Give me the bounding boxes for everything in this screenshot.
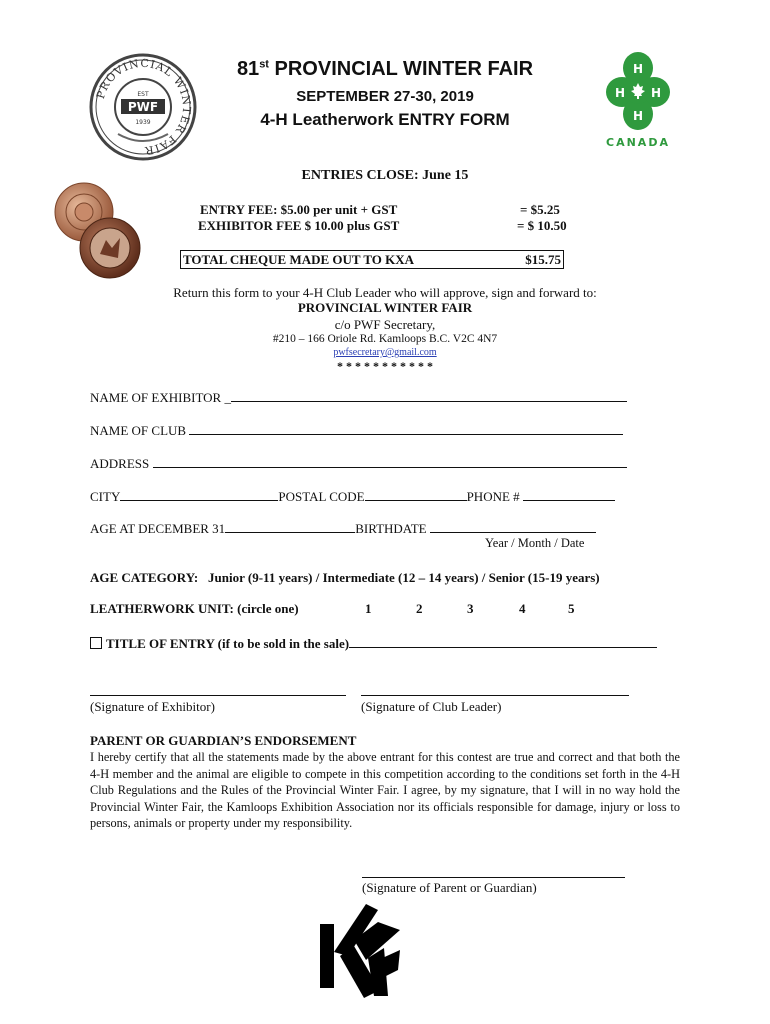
exhibitor-name-row: [90, 388, 627, 406]
exhibitor-name-label: NAME OF EXHIBITOR _: [90, 390, 231, 405]
unit-option-1[interactable]: 1: [365, 601, 372, 616]
exhibitor-signature-line[interactable]: [90, 695, 346, 696]
unit-option-5[interactable]: 5: [568, 601, 575, 616]
pwf-ring-text: PROVINCIAL WINTER FAIR: [93, 56, 194, 158]
address-label: ADDRESS: [90, 456, 150, 471]
return-instruction: Return this form to your 4-H Club Leader who will approve, sign and forward to:: [173, 285, 597, 300]
entry-fee-value: = $5.25: [520, 202, 560, 217]
exhibitor-name-field[interactable]: [231, 388, 627, 402]
age-category-label: AGE CATEGORY:: [90, 570, 199, 585]
title-of-entry-field[interactable]: [349, 634, 657, 648]
parent-signature-line[interactable]: [362, 877, 625, 878]
club-name-label: NAME OF CLUB: [90, 423, 187, 438]
city-row: [90, 487, 615, 505]
entry-fee-label: ENTRY FEE: $5.00 per unit + GST: [200, 202, 398, 217]
title-of-entry-row: [90, 634, 657, 652]
birthdate-field[interactable]: [430, 519, 596, 533]
endorsement-heading: PARENT OR GUARDIAN’S ENDORSEMENT: [90, 733, 357, 748]
4h-canada-text: CANADA: [606, 136, 670, 149]
fair-dates: SEPTEMBER 27-30, 2019: [296, 88, 474, 105]
city-field[interactable]: [120, 487, 278, 501]
entries-close: ENTRIES CLOSE: June 15: [301, 168, 469, 183]
unit-option-3[interactable]: 3: [467, 601, 474, 616]
endorsement-text: I hereby certify that all the statements made by the above entrant for this contest are true and correct and that both the 4-H member and the animal are eligible to compete in this competition according to the conditions set forth in the 4-H Club Regulations and the Rules of the Provincial Winter Fair. I agree, by my signature, that I will in no way hold the Provincial Winter Fair, the Kamloops Exhibition Association nor its officials responsible for damage, injury or loss to persons, animals or property under my responsibility.: [90, 750, 680, 831]
email-link[interactable]: pwfsecretary@gmail.com: [333, 347, 437, 358]
city-label: CITY: [90, 489, 121, 504]
4h-leaf-h-top: H: [632, 62, 644, 76]
birthdate-label: BIRTHDATE: [355, 521, 427, 536]
age-label: AGE AT DECEMBER 31: [90, 521, 226, 536]
pwf-est: EST: [137, 91, 149, 98]
age-category-row: [90, 570, 600, 586]
club-name-row: [90, 421, 623, 439]
exhibitor-signature-caption: (Signature of Exhibitor): [90, 699, 215, 714]
unit-option-4[interactable]: 4: [519, 601, 526, 616]
age-row: [90, 519, 596, 537]
title-of-entry-label: TITLE OF ENTRY (if to be sold in the sale): [106, 636, 350, 651]
form-title: 4-H Leatherwork ENTRY FORM: [260, 110, 510, 129]
phone-label: PHONE #: [466, 489, 520, 504]
exhibitor-fee-label: EXHIBITOR FEE $ 10.00 plus GST: [198, 218, 400, 233]
return-care-of: c/o PWF Secretary,: [334, 317, 436, 332]
title-rest: PROVINCIAL WINTER FAIR: [268, 58, 534, 80]
kxa-logo: [318, 900, 402, 1000]
return-address: #210 – 166 Oriole Rd. Kamloops B.C. V2C 4N7: [272, 333, 498, 345]
medallion-images: [52, 182, 142, 282]
address-row: [90, 454, 627, 472]
age-category-options[interactable]: Junior (9-11 years) / Intermediate (12 – 14 years) / Senior (15-19 years): [208, 570, 600, 585]
title-edition: 81: [236, 58, 260, 80]
leatherwork-unit-label: LEATHERWORK UNIT: (circle one): [90, 601, 299, 616]
checkbox-icon[interactable]: [90, 637, 102, 649]
total-value: $15.75: [525, 252, 561, 267]
title-superscript: st: [259, 58, 269, 71]
4h-leaf-h-bottom: H: [632, 109, 644, 123]
pwf-year: 1939: [135, 119, 151, 126]
unit-option-2[interactable]: 2: [416, 601, 423, 616]
parent-signature-caption: (Signature of Parent or Guardian): [362, 880, 537, 895]
phone-field[interactable]: [523, 487, 615, 501]
birthdate-hint: Year / Month / Date: [485, 536, 585, 550]
exhibitor-fee-value: = $ 10.50: [517, 218, 567, 233]
total-box: [180, 250, 564, 269]
4h-leaf-h-right: H: [650, 86, 662, 100]
pwf-abbr: PWF: [127, 100, 159, 114]
club-name-field[interactable]: [189, 421, 623, 435]
total-label: TOTAL CHEQUE MADE OUT TO KXA: [183, 252, 415, 267]
fair-title: [0, 58, 770, 81]
age-field[interactable]: [225, 519, 355, 533]
address-field[interactable]: [153, 454, 627, 468]
star-divider: * * * * * * * * * * *: [337, 359, 433, 373]
club-leader-signature-caption: (Signature of Club Leader): [361, 699, 502, 714]
postal-code-label: POSTAL CODE: [278, 489, 365, 504]
4h-leaf-h-left: H: [614, 86, 626, 100]
club-leader-signature-line[interactable]: [361, 695, 629, 696]
postal-code-field[interactable]: [365, 487, 467, 501]
return-org: PROVINCIAL WINTER FAIR: [297, 300, 473, 315]
